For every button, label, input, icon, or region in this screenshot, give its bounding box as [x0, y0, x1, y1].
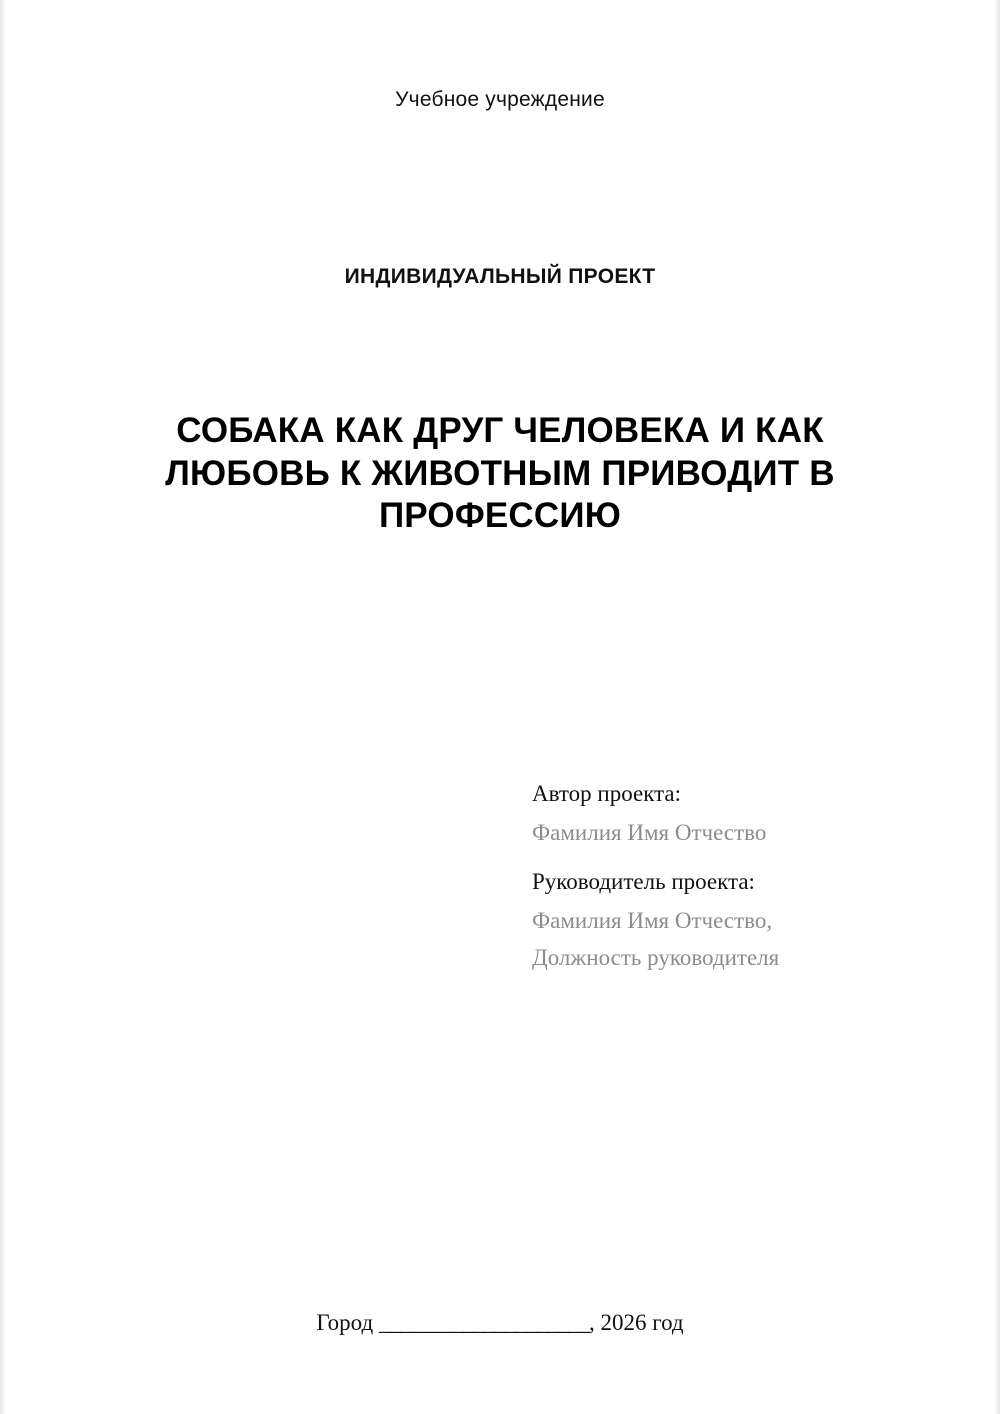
year-text: , 2026 год [588, 1310, 684, 1335]
document-type: ИНДИВИДУАЛЬНЫЙ ПРОЕКТ [344, 265, 656, 288]
supervisor-label: Руководитель проекта: [532, 869, 755, 894]
city-blank-line: ____________________ [378, 1310, 589, 1335]
footer-line [0, 1310, 1000, 1336]
author-block [532, 782, 932, 844]
city-label: Город [316, 1310, 374, 1335]
supervisor-value: Фамилия Имя Отчество, [532, 908, 773, 933]
institution-name: Учебное учреждение [395, 88, 605, 111]
supervisor-block [532, 870, 932, 969]
page-title: СОБАКА КАК ДРУГ ЧЕЛОВЕКА И КАК ЛЮБОВЬ К ЖИВОТНЫМ ПРИВОДИТ В ПРОФЕССИЮ [165, 411, 835, 536]
author-label: Автор проекта: [532, 781, 681, 806]
author-value: Фамилия Имя Отчество [532, 820, 767, 845]
credits-block [532, 782, 932, 995]
supervisor-position: Должность руководителя [532, 945, 780, 970]
